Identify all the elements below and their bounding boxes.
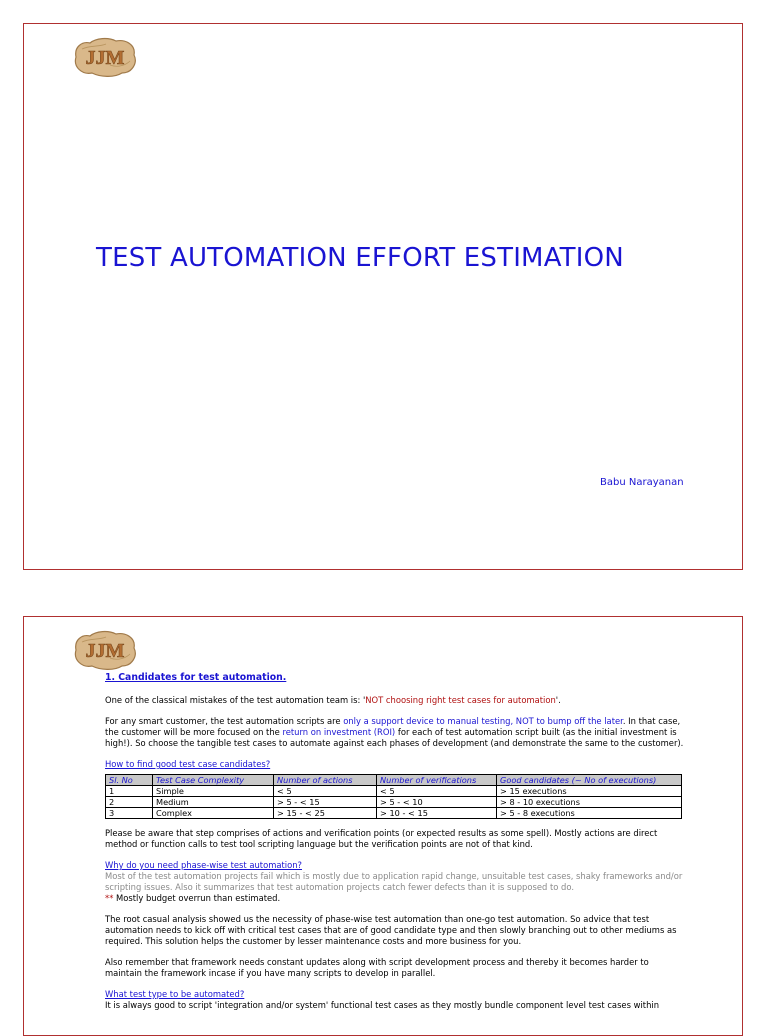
table-cell: > 5 - 8 executions [497,808,682,819]
section-heading: 1. Candidates for test automation. [105,672,287,683]
text: One of the classical mistakes of the test automation team is: ' [105,695,366,705]
slide-content [105,672,685,1011]
table-cell: 2 [106,797,153,808]
text: '. [555,695,561,705]
title-slide [23,23,743,570]
paragraph-roi [105,716,685,749]
table-cell: < 5 [274,786,377,797]
question-link-phase-wise[interactable]: Why do you need phase-wise test automation? [105,860,302,870]
paragraph-classical-mistake [105,695,685,706]
table-cell: Complex [153,808,274,819]
table-cell: > 5 - < 15 [274,797,377,808]
paragraph-test-type: It is always good to script 'integration and/or system' functional test cases as they mostly bundle component level test cases within [105,1000,660,1010]
column-header: Good candidates (~ No of executions) [497,775,682,786]
text: Mostly budget overrun than estimated. [113,893,281,903]
table-row [106,786,682,797]
column-header: Test Case Complexity [153,775,274,786]
candidates-table [105,774,682,819]
note-marker: ** [105,893,114,903]
svg-text:JJM: JJM [85,640,125,662]
table-cell: > 15 executions [497,786,682,797]
table-cell: > 5 - < 10 [377,797,497,808]
column-header: Number of verifications [377,775,497,786]
highlight-text: only a support device to manual testing, NOT to bump off the later [343,716,623,726]
table-cell: 3 [106,808,153,819]
table-cell: Medium [153,797,274,808]
table-row [106,808,682,819]
text: . In that case, the customer will be more focused on the [105,716,681,737]
content-slide [23,616,743,1036]
question-link-test-type[interactable]: What test type to be automated? [105,989,245,999]
table-cell: 1 [106,786,153,797]
table-cell: > 10 - < 15 [377,808,497,819]
table-row [106,797,682,808]
highlight-text: return on investment (ROI) [282,727,396,737]
text: For any smart customer, the test automation scripts are [105,716,344,726]
question-link-candidates[interactable]: How to find good test case candidates? [105,759,271,769]
table-cell: < 5 [377,786,497,797]
paragraph-budget-note [105,893,685,904]
paragraph-root-cause: The root casual analysis showed us the necessity of phase-wise test automation than one-go test automation. So advice that test automation needs to kick off with critical test cases that are of good candidate type and then slowly branching out to other mediums as required. This solution helps the customer by lesser maintenance costs and more business for you. [105,914,677,946]
paragraph-failures: Most of the test automation projects fail which is mostly due to application rapid change, unsuitable test cases, shaky frameworks and/or scripting issues. Also it summarizes that test automation projects catch fewer defects than it is supposed to do. [105,871,683,892]
highlight-text: NOT choosing right test cases for automation [365,695,556,705]
table-header-row [106,775,682,786]
paragraph-framework: Also remember that framework needs constant updates along with script development process and thereby it becomes harder to maintain the framework incase if you have many scripts to develop in parallel. [105,957,649,978]
column-header: Number of actions [274,775,377,786]
table-cell: Simple [153,786,274,797]
table-cell: > 8 - 10 executions [497,797,682,808]
svg-text:JJM: JJM [85,47,125,69]
column-header: Sl. No [106,775,153,786]
table-cell: > 15 - < 25 [274,808,377,819]
author-name: Babu Narayanan [600,477,684,488]
jjm-logo [70,35,140,79]
document-title: TEST AUTOMATION EFFORT ESTIMATION [96,243,624,273]
paragraph-steps: Please be aware that step comprises of actions and verification points (or expected results as some spell). Mostly actions are direct method or function calls to test tool scripting language but the verification points are not of that kind. [105,828,658,849]
text: for each of test automation script built (as the initial investment is high!). So choose the tangible test cases to automate against each phases of development (and demonstrate the same to the customer). [105,727,684,748]
jjm-logo [70,628,140,672]
